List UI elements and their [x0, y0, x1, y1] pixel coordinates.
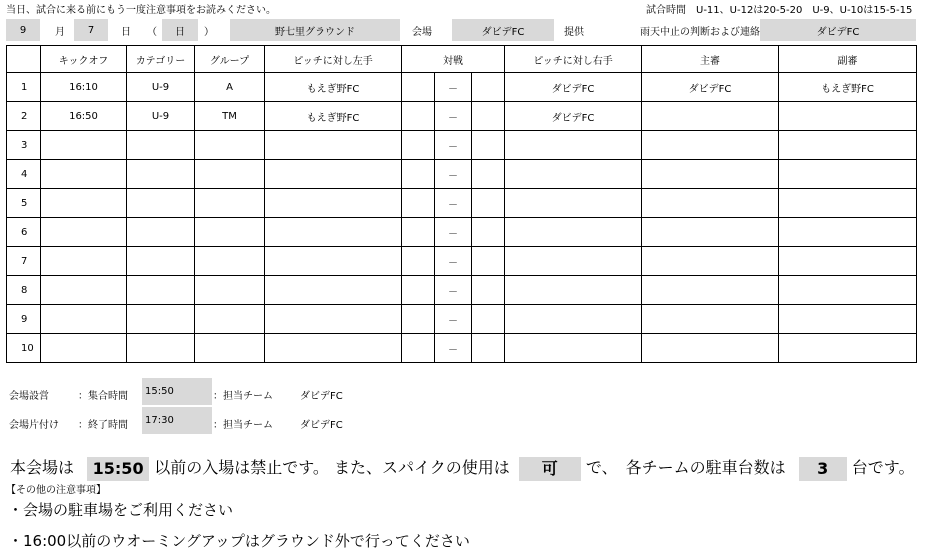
cell-separator: － [435, 73, 472, 102]
cell-kickoff [41, 305, 127, 334]
cell-left-team: もえぎ野FC [265, 73, 402, 102]
cell-left-score [402, 305, 435, 334]
provider-value: ダビデFC [452, 19, 554, 41]
cell-left-team [265, 305, 402, 334]
cell-group [195, 247, 265, 276]
cell-referee [642, 160, 779, 189]
notice-text: 当日、試合に来る前にもう一度注意事項をお読みください。 [6, 5, 276, 16]
table-row [7, 131, 917, 160]
schedule-table [6, 45, 917, 363]
table-row [7, 102, 917, 131]
table-row [7, 218, 917, 247]
cell-kickoff [41, 247, 127, 276]
cell-referee [642, 276, 779, 305]
cell-no: 8 [7, 276, 41, 305]
cell-category: U-9 [127, 102, 195, 131]
cell-kickoff: 16:10 [41, 73, 127, 102]
table-row [7, 305, 917, 334]
cell-kickoff [41, 160, 127, 189]
cell-category [127, 305, 195, 334]
cell-separator: － [435, 131, 472, 160]
cell-no: 1 [7, 73, 41, 102]
cell-no: 2 [7, 102, 41, 131]
cell-group [195, 218, 265, 247]
cell-right-score [472, 102, 505, 131]
table-row [7, 247, 917, 276]
cell-group [195, 276, 265, 305]
cell-assistant: もえぎ野FC [779, 73, 917, 102]
rules-text-4: 台です。 [851, 458, 915, 477]
day-label: 日 [121, 26, 131, 38]
cell-right-team [505, 131, 642, 160]
cell-no: 5 [7, 189, 41, 218]
cell-right-score [472, 276, 505, 305]
cell-right-team [505, 218, 642, 247]
cell-assistant [779, 189, 917, 218]
cell-left-score [402, 247, 435, 276]
cell-right-team [505, 305, 642, 334]
cell-left-score [402, 73, 435, 102]
cell-assistant [779, 276, 917, 305]
parking-value: 3 [799, 457, 847, 481]
spike-value: 可 [519, 457, 581, 481]
cell-category [127, 131, 195, 160]
cell-no: 10 [7, 334, 41, 363]
setup-team-label: ：担当チーム [213, 391, 273, 402]
rules-text-1: 本会場は [10, 458, 75, 477]
cell-assistant [779, 334, 917, 363]
cleanup-team-value: ダビデFC [300, 420, 343, 431]
cell-kickoff: 16:50 [41, 102, 127, 131]
venue-value: 野七里グラウンド [230, 19, 400, 41]
paren-open: （ [147, 26, 157, 38]
cell-referee [642, 218, 779, 247]
cell-referee: ダビデFC [642, 73, 779, 102]
cell-group [195, 305, 265, 334]
cell-right-team [505, 276, 642, 305]
cell-left-score [402, 276, 435, 305]
cleanup-time-value: 17:30 [142, 407, 212, 434]
cell-right-score [472, 160, 505, 189]
cell-assistant [779, 305, 917, 334]
rules-text-3: で、 各チームの駐車台数は [585, 458, 786, 477]
cell-assistant [779, 218, 917, 247]
cell-assistant [779, 247, 917, 276]
cell-referee [642, 189, 779, 218]
match-time-text: 試合時間 U-11、U-12は20-5-20 U-9、U-10は15-5-15 [646, 5, 913, 16]
cell-kickoff [41, 334, 127, 363]
cleanup-label: 会場片付け [9, 420, 59, 431]
cell-category [127, 276, 195, 305]
cell-left-team [265, 189, 402, 218]
cell-separator: － [435, 276, 472, 305]
cell-separator: － [435, 247, 472, 276]
cell-category [127, 247, 195, 276]
header-left-team: ピッチに対し左手 [265, 46, 402, 73]
table-header-row [7, 46, 917, 73]
cell-group: TM [195, 102, 265, 131]
cell-left-score [402, 189, 435, 218]
cell-left-score [402, 218, 435, 247]
cell-category [127, 218, 195, 247]
cell-no: 4 [7, 160, 41, 189]
cell-left-team [265, 276, 402, 305]
header-right-team: ピッチに対し右手 [505, 46, 642, 73]
header-category: カテゴリー [127, 46, 195, 73]
cell-left-team: もえぎ野FC [265, 102, 402, 131]
cell-separator: － [435, 160, 472, 189]
cell-left-team [265, 160, 402, 189]
note-item: ・16:00以前のウオーミングアップはグラウンド外で行ってください [8, 532, 470, 550]
rules-text-2: 以前の入場は禁止です。 また、スパイクの使用は [154, 458, 510, 477]
month-value: 9 [6, 19, 40, 41]
header-referee: 主審 [642, 46, 779, 73]
cell-separator: － [435, 305, 472, 334]
setup-team-value: ダビデFC [300, 391, 343, 402]
cell-kickoff [41, 131, 127, 160]
cell-right-team: ダビデFC [505, 102, 642, 131]
cell-right-score [472, 131, 505, 160]
setup-time-value: 15:50 [142, 378, 212, 405]
header-group: グループ [195, 46, 265, 73]
paren-close: ） [204, 26, 214, 38]
cell-referee [642, 334, 779, 363]
cell-no: 6 [7, 218, 41, 247]
cell-left-score [402, 102, 435, 131]
cell-referee [642, 102, 779, 131]
cell-category [127, 160, 195, 189]
rain-contact-label: 雨天中止の判断および連絡 [640, 26, 760, 38]
cell-left-team [265, 247, 402, 276]
cell-referee [642, 131, 779, 160]
cell-right-score [472, 334, 505, 363]
cleanup-time-label: ：終了時間 [78, 420, 128, 431]
cell-no: 7 [7, 247, 41, 276]
table-row [7, 160, 917, 189]
setup-time-label: ：集合時間 [78, 391, 128, 402]
cell-group [195, 334, 265, 363]
table-row [7, 334, 917, 363]
cell-category: U-9 [127, 73, 195, 102]
cell-category [127, 334, 195, 363]
cell-referee [642, 305, 779, 334]
cell-left-team [265, 218, 402, 247]
cell-category [127, 189, 195, 218]
cell-left-score [402, 334, 435, 363]
cell-no: 3 [7, 131, 41, 160]
header-no [7, 46, 41, 73]
cell-right-score [472, 73, 505, 102]
table-row [7, 73, 917, 102]
notes-title: 【その他の注意事項】 [6, 485, 106, 496]
cell-left-score [402, 131, 435, 160]
provider-label: 提供 [564, 26, 584, 38]
venue-label: 会場 [412, 26, 432, 38]
setup-label: 会場設営 [9, 391, 49, 402]
cell-left-team [265, 334, 402, 363]
cell-separator: － [435, 102, 472, 131]
weekday-value: 日 [162, 19, 198, 41]
note-item: ・会場の駐車場をご利用ください [8, 501, 234, 519]
header-kickoff: キックオフ [41, 46, 127, 73]
month-label: 月 [55, 26, 65, 38]
cell-kickoff [41, 276, 127, 305]
cell-referee [642, 247, 779, 276]
cell-right-score [472, 305, 505, 334]
cell-separator: － [435, 189, 472, 218]
cell-kickoff [41, 218, 127, 247]
day-value: 7 [74, 19, 108, 41]
entry-time-value: 15:50 [87, 457, 149, 481]
cell-right-team [505, 334, 642, 363]
cell-right-team [505, 247, 642, 276]
cell-separator: － [435, 218, 472, 247]
cell-assistant [779, 131, 917, 160]
cell-right-team [505, 160, 642, 189]
cell-group [195, 160, 265, 189]
cell-right-score [472, 218, 505, 247]
cell-right-team: ダビデFC [505, 73, 642, 102]
table-row [7, 189, 917, 218]
cleanup-team-label: ：担当チーム [213, 420, 273, 431]
cell-separator: － [435, 334, 472, 363]
cell-assistant [779, 102, 917, 131]
cell-right-team [505, 189, 642, 218]
cell-group: A [195, 73, 265, 102]
cell-left-score [402, 160, 435, 189]
cell-kickoff [41, 189, 127, 218]
header-assistant: 副審 [779, 46, 917, 73]
cell-right-score [472, 189, 505, 218]
cell-group [195, 131, 265, 160]
rain-contact-value: ダビデFC [760, 19, 916, 41]
cell-assistant [779, 160, 917, 189]
table-row [7, 276, 917, 305]
cell-right-score [472, 247, 505, 276]
rules-line [10, 455, 915, 481]
cell-no: 9 [7, 305, 41, 334]
header-match: 対戦 [402, 46, 505, 73]
cell-group [195, 189, 265, 218]
cell-left-team [265, 131, 402, 160]
